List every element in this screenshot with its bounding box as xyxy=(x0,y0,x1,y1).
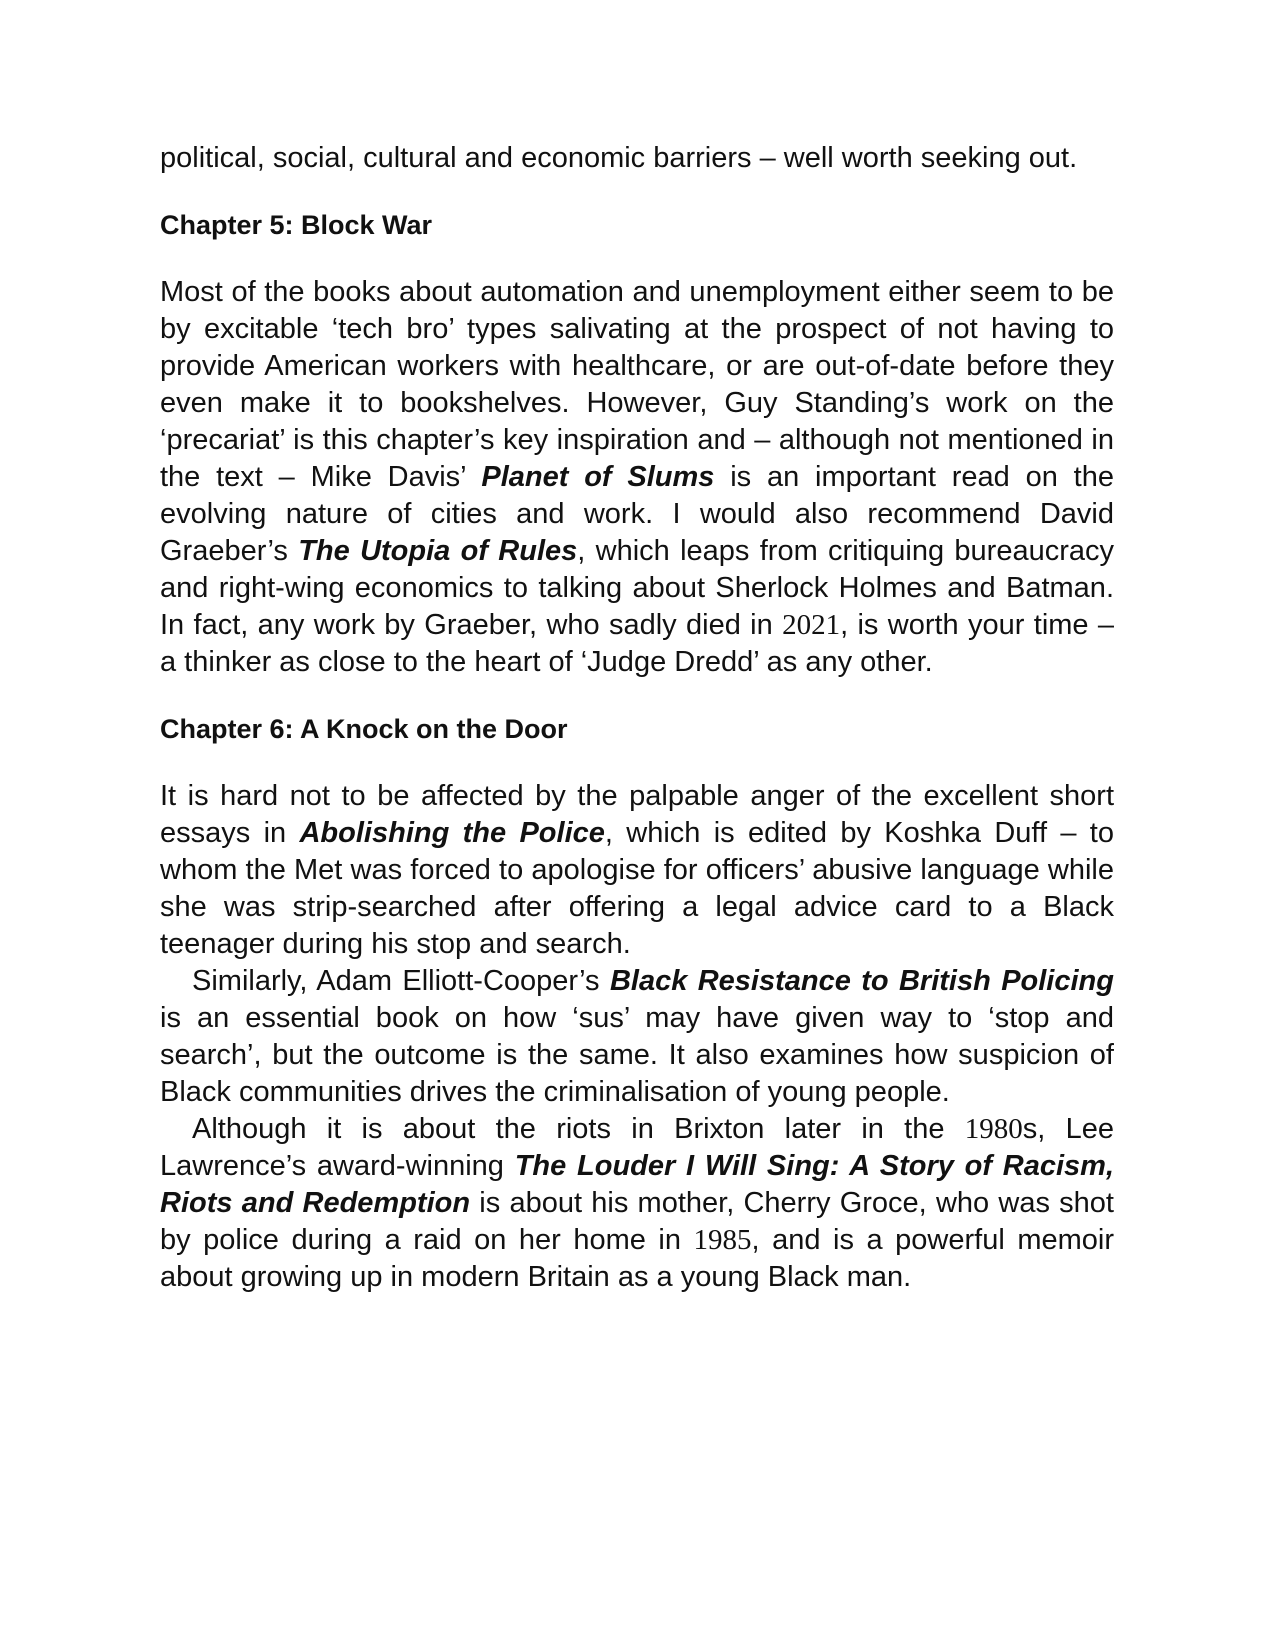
text-run: It is hard not to be affected by the palpable anger of the excellent short essays in xyxy=(160,780,1114,849)
text-run: is an essential book on how ‘sus’ may have given way to ‘stop and search’, but the outcome is the same. It also examines how suspicion of Black communities drives the criminalisation of young people. xyxy=(160,1002,1114,1108)
chapter-6-paragraph-1 xyxy=(160,778,1114,963)
book-page xyxy=(160,140,1114,1296)
intro-paragraph xyxy=(160,140,1114,177)
chapter-6-paragraph-3 xyxy=(160,1111,1114,1296)
text-run: s, Lee Lawrence’s award-winning xyxy=(160,1113,1115,1182)
book-title-abolishing-the-police: Abolishing the Police xyxy=(299,817,605,849)
chapter-5-paragraph xyxy=(160,274,1114,681)
book-title-planet-of-slums: Planet of Slums xyxy=(481,461,715,493)
intro-text: political, social, cultural and economic barriers – well worth seeking out. xyxy=(160,142,1078,174)
book-title-black-resistance: Black Resistance to British Policing xyxy=(609,965,1114,997)
text-run: , and is a powerful memoir about growing up in modern Britain as a young Black man. xyxy=(160,1224,1114,1293)
chapter-6-paragraph-2 xyxy=(160,963,1114,1111)
text-run: Most of the books about automation and unemployment either seem to be by excitable ‘tech bro’ types salivating at the prospect of not having to provide American workers with healthcare, or are out-of-date before they even make it to bookshelves. However, Guy Standing’s work on the ‘precariat’ is this chapter’s key inspiration and – although not mentioned in the text – Mike Davis’ xyxy=(160,276,1114,493)
text-run: Similarly, Adam Elliott-Cooper’s xyxy=(192,965,610,997)
book-title-louder-i-will-sing: The Louder I Will Sing: A Story of Racism, Riots and Redemption xyxy=(160,1150,1114,1219)
text-run: , which is edited by Koshka Duff – to whom the Met was forced to apologise for officers’ abusive language while she was strip-searched after offering a legal advice card to a Black teenager during his stop and search. xyxy=(160,817,1114,960)
chapter-6-heading: Chapter 6: A Knock on the Door xyxy=(160,714,568,744)
decade-number: 1980 xyxy=(964,1113,1023,1145)
text-run: Although it is about the riots in Brixton later in the xyxy=(192,1113,965,1145)
text-run: , which leaps from critiquing bureaucracy and right-wing economics to talking about Sherlock Holmes and Batman. In fact, any work by Graeber, who sadly died in xyxy=(160,535,1114,641)
year-number: 2021 xyxy=(782,609,841,641)
book-title-utopia-of-rules: The Utopia of Rules xyxy=(298,535,578,567)
text-run: is an important read on the evolving nature of cities and work. I would also recommend David Graeber’s xyxy=(160,461,1114,567)
year-number: 1985 xyxy=(693,1224,752,1256)
text-run: , is worth your time – a thinker as close to the heart of ‘Judge Dredd’ as any other. xyxy=(160,609,1115,678)
text-run: is about his mother, Cherry Groce, who was shot by police during a raid on her home in xyxy=(160,1187,1114,1256)
chapter-5-heading: Chapter 5: Block War xyxy=(160,210,433,240)
